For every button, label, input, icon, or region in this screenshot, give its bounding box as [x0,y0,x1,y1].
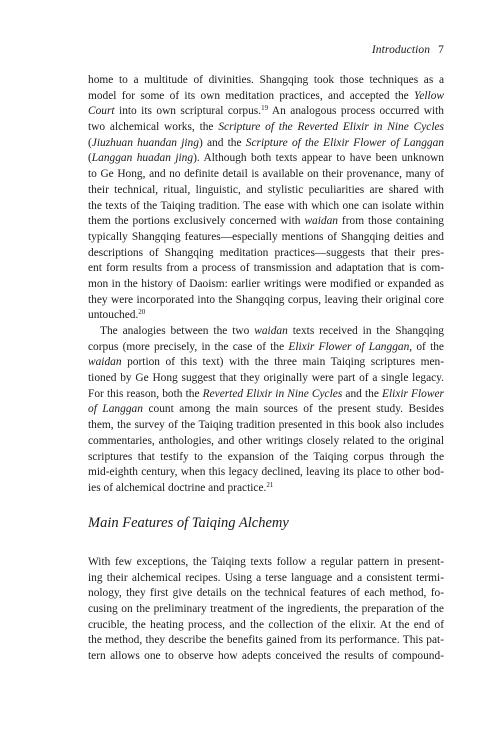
running-head-title: Introduction [371,44,431,56]
paragraph-3 [88,555,444,665]
paragraph-2 [88,324,444,497]
text-line: waidan portion of this text) with the three main Taiqing scriptures men- [88,356,444,369]
footnote-marker[interactable]: 19 [261,104,269,113]
text-line: cusing on the preliminary treatment of the ingredients, the preparation of the [88,603,444,616]
text-line: For this reason, both the Reverted Elixir in Nine Cycles and the Elixir Flower [88,387,444,400]
text-line: to Ge Hong, and no definite detail is available on their provenance, many of [88,168,444,181]
text-line: them, the survey of the Taiqing tradition presented in this book also includes [88,419,444,432]
text-line: model for some of its own meditation practices, and accepted the Yellow [88,89,444,102]
text-line: descriptions of Shangqing meditation practices—suggests that their pres- [88,246,444,259]
text-line: home to a multitude of divinities. Shangqing took those techniques as a [88,74,444,86]
text-line: untouched.$^{20}$ [88,308,146,322]
text-line: (Langgan huadan jing). Although both texts appear to have been unknown [88,152,444,165]
text-line: typically Shangqing features—especially mentions of Shangqing deities and [88,230,444,243]
text-line: nology, they first give details on the technical features of each method, fo- [88,587,444,600]
footnote-marker[interactable]: 20 [138,308,146,317]
text-line: ies of alchemical doctrine and practice.$^{21}$ [88,480,274,494]
section-heading: Main Features of Taiqing Alchemy [88,515,289,531]
text-line: corpus (more precisely, in the case of the Elixir Flower of Langgan, of the [88,340,444,353]
text-line: tern allows one to observe how adepts conceived the results of compound- [88,650,444,663]
text-line: them the portions exclusively concerned with waidan from those containing [88,215,444,228]
text-line: mon in the history of Daoism: earlier writings were modified or expanded as [88,277,444,290]
text-line: their technical, ritual, linguistic, and stylistic peculiarities are shared with [88,183,444,196]
running-head [372,44,444,56]
text-line: tioned by Ge Hong suggest that they originally were part of a single legacy. [88,372,444,385]
text-line: The analogies between the two waidan texts received in the Shangqing [100,325,444,337]
text-line: commentaries, anthologies, and other writings closely related to the original [88,434,444,447]
text-line: (Jiuzhuan huandan jing) and the Scripture of the Elixir Flower of Langgan [88,136,444,149]
text-line: mid-eighth century, when this legacy declined, leaving its place to other bod- [88,466,444,479]
text-line: two alchemical works, the Scripture of the Reverted Elixir in Nine Cycles [88,121,444,134]
page-number: 7 [438,44,444,56]
text-line: ent form results from a process of transmission and adaptation that is com- [88,262,444,275]
text-line: ing their alchemical recipes. Using a terse language and a consistent termi- [88,571,444,584]
text-line: they were incorporated into the Shangqing corpus, leaving their original core [88,293,444,306]
text-line: crucible, the heating process, and the collection of the elixir. At the end of [88,618,444,631]
text-line: of Langgan count among the main sources of the present study. Besides [88,403,444,416]
paragraph-1 [88,73,444,324]
text-line: the method, they describe the benefits gained from its performance. This pat- [88,634,444,647]
text-line: Court into its own scriptural corpus.$^{19}$ An analogous process occurred with [88,104,444,118]
text-line: scriptures that testify to the expansion of the Taiqing corpus through the [88,450,444,463]
footnote-marker[interactable]: 21 [266,480,274,489]
text-line: With few exceptions, the Taiqing texts follow a regular pattern in present- [88,556,444,568]
text-line: the texts of the Taiqing tradition. The ease with which one can isolate within [88,199,444,212]
